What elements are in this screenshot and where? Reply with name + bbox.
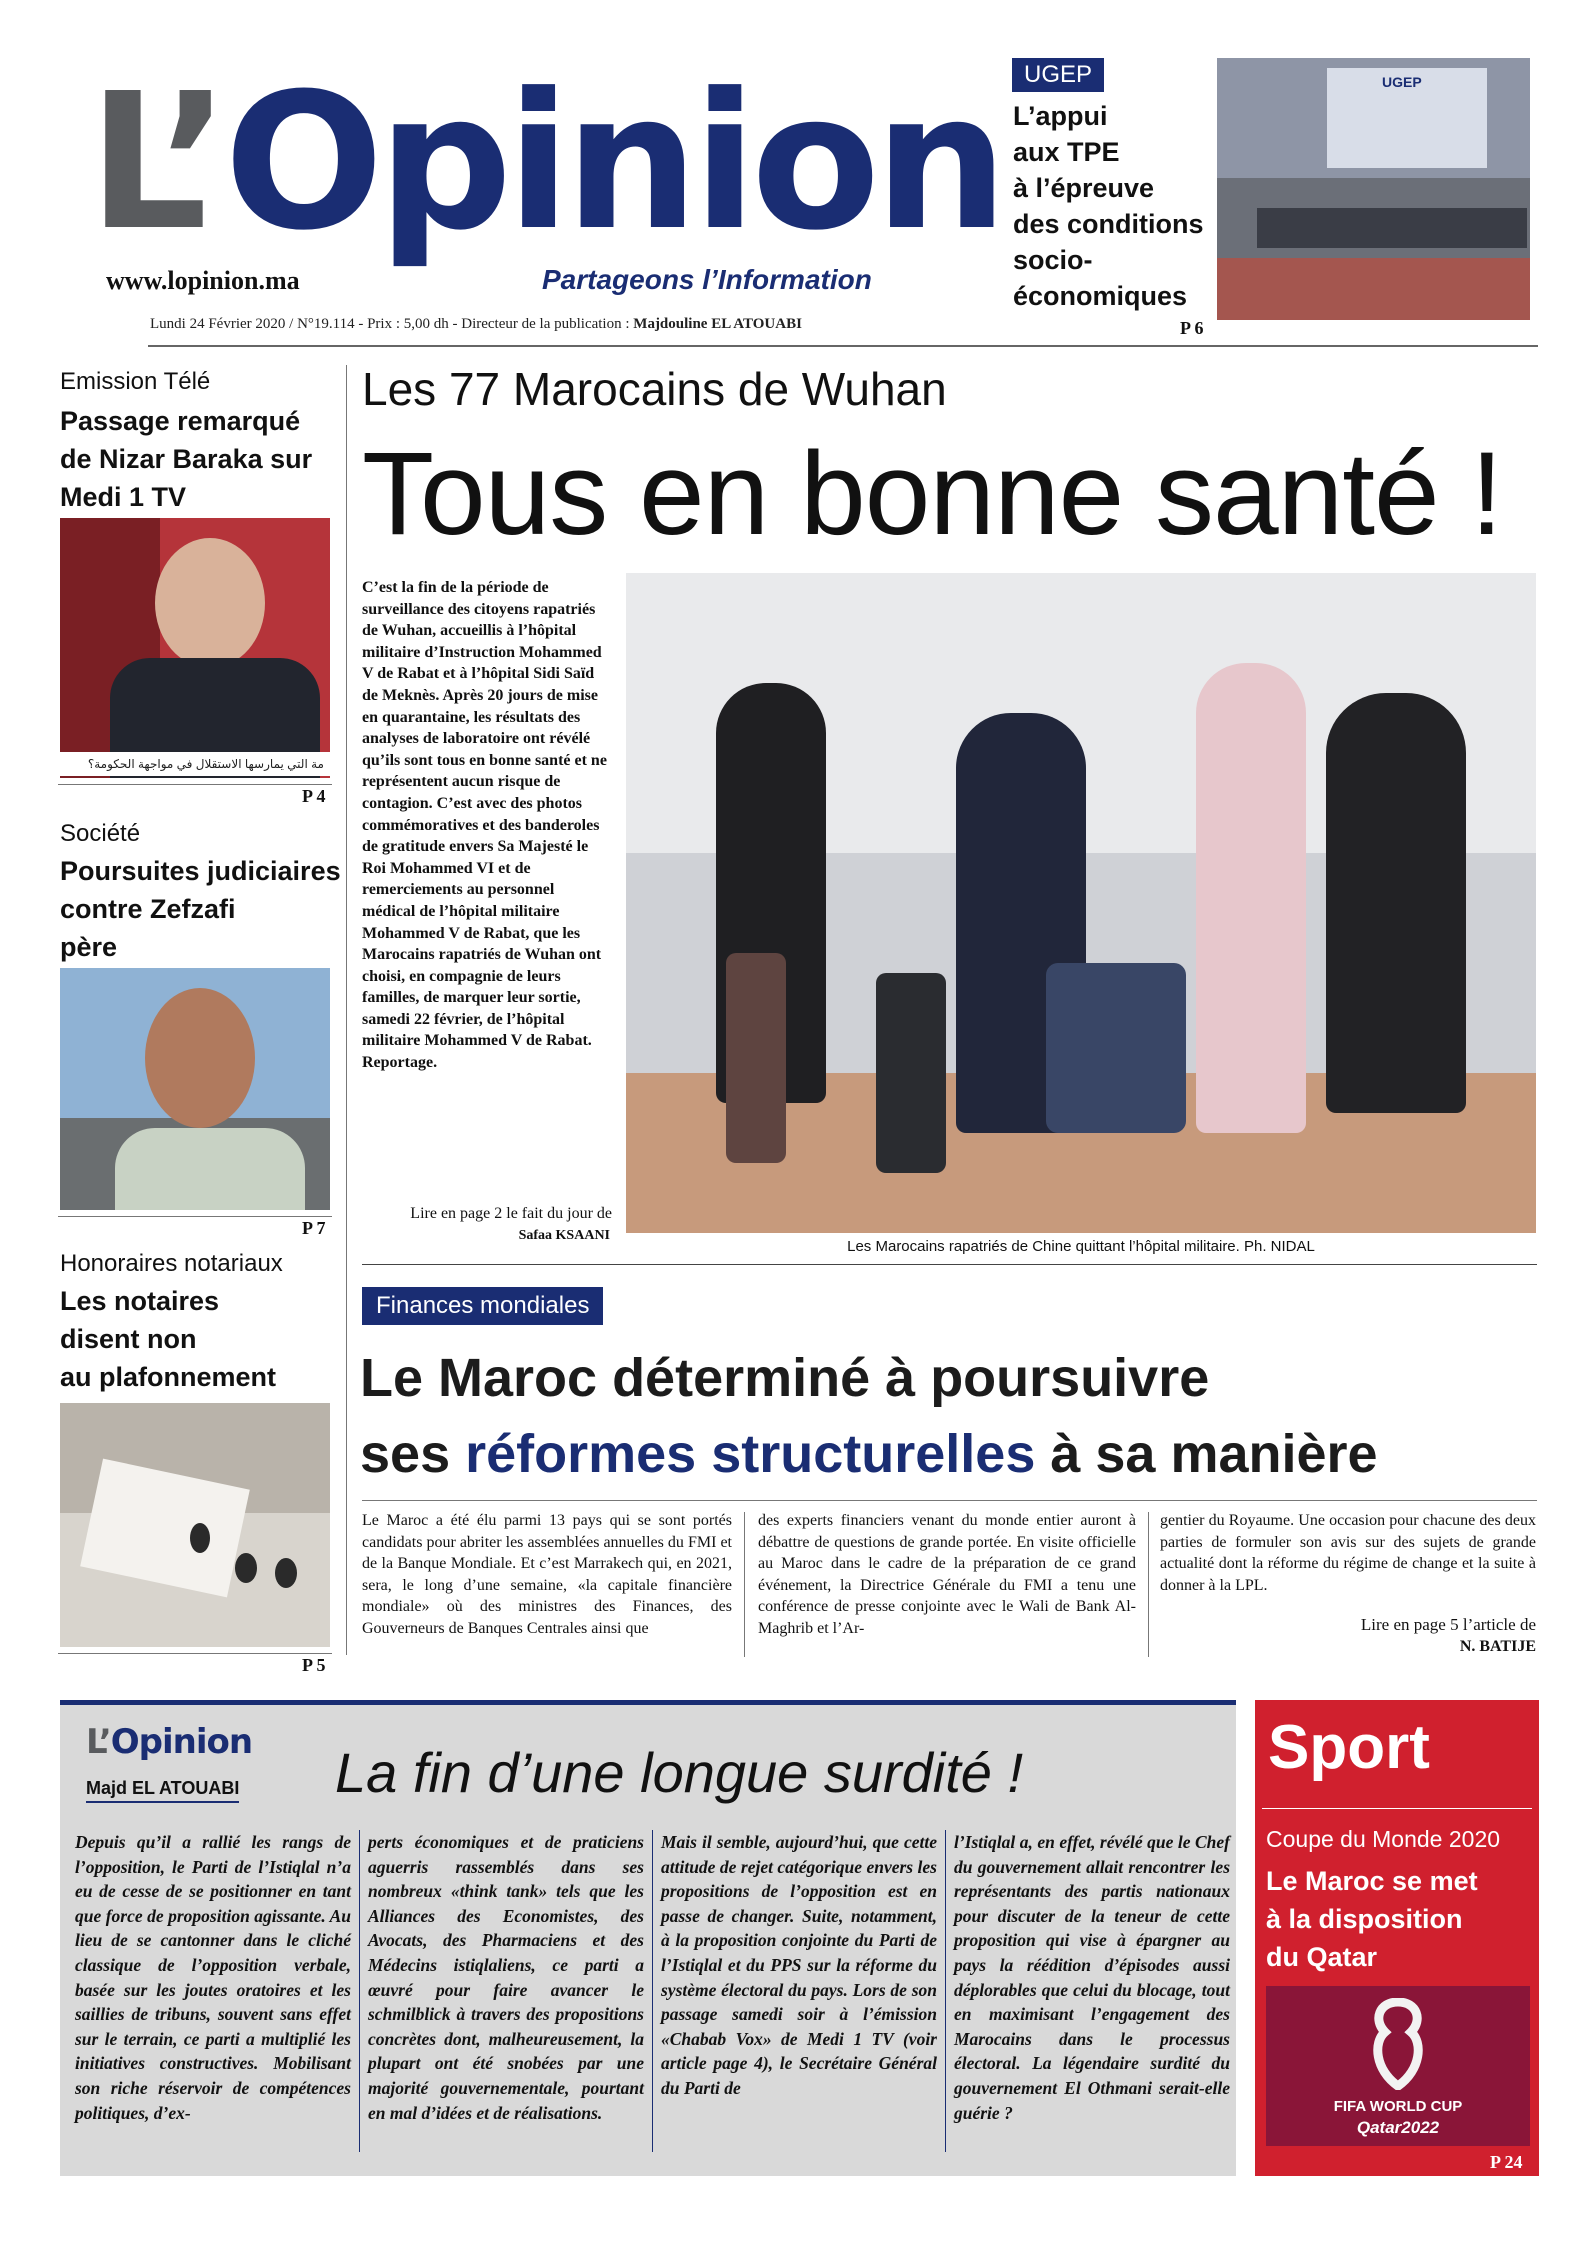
finance-headline-line1: Le Maroc déterminé à poursuivre [360,1348,1210,1408]
ugep-headline-line: aux TPE [1013,137,1120,167]
person-4 [1326,693,1466,1113]
headline-line: Passage remarqué [60,406,301,436]
finance-headline[interactable] [360,1340,1378,1492]
issue-info: Lundi 24 Février 2020 / N°19.114 - Prix : 5,00 dh - Directeur de la publication : [150,316,634,332]
finance-author: N. BATIJE [1459,1638,1536,1655]
editorial-logo [86,1722,252,1762]
headline-line: Poursuites judiciaires [60,856,341,886]
headline-line: contre Zefzafi [60,894,236,924]
masthead-logo [88,53,1003,272]
finance-tag: Finances mondiales [362,1287,603,1325]
editorial-col3: Mais il semble, aujourd’hui, que cette attitude de rejet catégorique envers les propositions de l’opposition est en passe de changer. Suite, notamment, à la proposition conjointe du Parti de l’Istiqlal et du PPS sur la réforme du système électoral du pays. Lors de son passage samedi soir à l’émission «Chabab Vox» de Medi 1 TV (voir article page 4), le Secrétaire Général du Parti de [661,1832,937,2098]
person-3 [1196,663,1306,1133]
left-item3-headline[interactable] [60,1282,345,1396]
ugep-tag: UGEP [1012,58,1104,92]
sport-rule [1262,1808,1532,1809]
editorial-column-rule [652,1830,653,2152]
suitcase-brown [726,953,786,1163]
director-name: Majdouline EL ATOUABI [633,316,802,332]
left-rule [58,784,332,785]
editorial-column-rule [945,1830,946,2152]
stamp-2 [235,1553,257,1583]
red-carpet [1217,258,1530,320]
ugep-headline-line: économiques [1013,281,1188,311]
masthead-rule [148,345,1538,347]
notary-signing-photo [60,1403,330,1647]
headline-line: père [60,932,118,962]
suitcase-navy [1046,963,1186,1133]
lead-body [362,577,610,1074]
column-divider [346,365,347,1655]
logo-name: Opinion [223,53,1003,272]
person-face [145,988,255,1128]
headline-text: à sa manière [1035,1424,1378,1484]
finance-read-more[interactable]: Lire en page 5 l’article de [1360,1615,1536,1634]
lead-read-more[interactable]: Lire en page 2 le fait du jour de [410,1205,612,1222]
sport-headline-line: du Qatar [1266,1942,1378,1972]
lead-photo-caption: Les Marocains rapatriés de Chine quittant l’hôpital militaire. Ph. NIDAL [847,1238,1315,1255]
logo-apostrophe: L’ [86,1722,111,1762]
left-item2-page-ref[interactable]: P 7 [302,1218,326,1238]
suitcase-black [876,973,946,1173]
finance-col1: Le Maroc a été élu parmi 13 pays qui se sont portés candidats pour abriter les assemblées annuelles du FMI et de la Banque Mondiale. Et c’est Marrakech qui, en 2021, sera, le long d’une semaine, «la capitale financière mondiale» où des ministres des Finances, des Gouverneurs de Banques Centrales ainsi que [362,1512,732,1637]
person-head [155,538,265,668]
trophy-emblem-icon [1363,1998,1433,2090]
editorial-col4: l’Istiqlal a, en effet, révélé que le Chef du gouvernement allait rencontrer les représentants des partis nationaux pour discuter de la teneur de cette proposition qui vise à épargner au pays la réédition d’épisodes aussi déplorables que celui du blocage, tout en maximisant l’engagement des Marocains dans le processus électoral. La légendaire surdité du gouvernement El Othmani serait-elle guérie ? [954,1832,1230,2123]
left-item1-headline[interactable] [60,402,345,516]
editorial-col1: Depuis qu’il a rallié les rangs de l’opposition, le Parti de l’Istiqlal n’a eu de cesse de se positionner en tant que force de proposition agissante. Au lieu de se cantonner dans le cliché classique de l’opposition verbale, basée sur les joutes oratoires et les saillies de tribuns, souvent sans effet sur le terrain, ce parti a multiplié les initiatives constructives. Mobilisant son riche réservoir de compétences politiques, d’ex- [75,1832,351,2123]
left-rule [58,1216,332,1217]
left-item2-headline[interactable] [60,852,345,966]
sport-headline[interactable] [1266,1862,1531,1976]
lead-kicker: Les 77 Marocains de Wuhan [362,363,947,415]
left-item3-kicker: Honoraires notariaux [60,1250,283,1277]
ugep-headline-line: L’appui [1013,101,1108,131]
sport-title: Sport [1268,1713,1430,1782]
tagline: Partageons l’Information [542,264,872,295]
ugep-headline-line: à l’épreuve [1013,173,1155,203]
editorial-col2: perts économiques et de praticiens aguerris rassemblés dans ses nombreux «think tank» tels que les Alliances des Economistes, des Avocats, des Pharmaciens et des Médecins istiqlaliens, ce parti a œuvré pour faire avancer le schmilblick à travers des propositions concrètes dont, malheureusement, la plupart ont été snobées par une majorité gouvernementale, pourtant en mal d’idées et de réalisations. [368,1832,644,2123]
lead-bottom-rule [362,1264,1537,1265]
tv-caption: مة التي يمارسها الاستقلال في مواجهة الحكومة؟ [60,752,330,776]
sport-headline-line: à la disposition [1266,1904,1463,1934]
logo-apostrophe: L’ [88,53,224,272]
sport-kicker: Coupe du Monde 2020 [1266,1826,1501,1852]
finance-rule [362,1500,1537,1501]
site-url[interactable]: www.lopinion.ma [106,266,300,295]
lead-body-text: C’est la fin de la période de surveillance des citoyens rapatriés de Wuhan, accueillis à l’hôpital militaire d’Instruction Mohammed V de Rabat et à l’hôpital Sidi Saïd de Meknès. Après 20 jours de mise en quarantaine, les résultats des analyses de laboratoire ont révélé qu’ils sont tous en bonne santé et ne représentent aucun risque de contagion. C’est avec des photos commémoratives et des banderoles de gratitude envers Sa Majesté le Roi Mohammed VI et de remerciements au personnel médical de l’hôpital militaire Mohammed V de Rabat, que les Marocains rapatriés de Wuhan ont choisi, en compagnie de leurs familles, de marquer leur sortie, samedi 22 février, de l’hôpital militaire Mohammed V de Rabat. Reportage. [362,579,607,1072]
ugep-headline-line: socio- [1013,245,1093,275]
headline-line: de Nizar Baraka sur [60,444,313,474]
nizar-baraka-photo [60,518,330,778]
world-cup-host: Qatar2022 [1356,2118,1440,2137]
headline-line: au plafonnement [60,1362,277,1392]
person-shirt [115,1128,305,1210]
editorial-column-rule [359,1830,360,2152]
headline-line: Les notaires [60,1286,220,1316]
finance-col3: gentier du Royaume. Une occasion pour chacune des deux parties de formuler son avis sur des sujets de grande actualité dont la réforme du régime de change et la suite à donner à la LPL. [1160,1512,1536,1594]
stamp-1 [190,1523,210,1553]
left-item1-kicker: Emission Télé [60,368,211,395]
editorial-author: Majd EL ATOUABI [86,1778,239,1803]
headline-line: Medi 1 TV [60,482,187,512]
zefzafi-father-photo [60,968,330,1210]
left-item2-kicker: Société [60,820,141,847]
stamp-3 [275,1558,297,1588]
left-item3-page-ref[interactable]: P 5 [302,1655,326,1675]
world-cup-text: FIFA WORLD CUP [1333,2098,1463,2115]
wuhan-repatriates-photo [626,573,1536,1233]
left-item1-page-ref[interactable]: P 4 [302,786,326,806]
sport-page-ref[interactable]: P 24 [1490,2152,1523,2172]
column-rule [744,1512,745,1657]
headline-line: disent non [60,1324,197,1354]
finance-headline-line2 [360,1416,1378,1492]
ugep-headline[interactable] [1013,98,1228,314]
logo-name: Opinion [110,1722,253,1762]
finance-col2: des experts financiers venant du monde entier auront à débattre de questions de grande portée. En visite officielle au Maroc dans le cadre de la préparation de ce grand événement, la Directrice Générale du FMI a tenu une conférence de presse conjointe avec le Wali de Bank Al-Maghrib et l’Ar- [758,1512,1136,1637]
panel-table [1257,208,1527,248]
sport-headline-line: Le Maroc se met [1266,1866,1478,1896]
headline-text: ses [360,1424,466,1484]
headline-highlight: réformes structurelles [465,1424,1036,1484]
left-rule [58,1653,332,1654]
ugep-headline-line: des conditions [1013,209,1204,239]
editorial-title[interactable]: La fin d’une longue surdité ! [335,1741,1024,1804]
issue-line [150,316,802,333]
column-rule [1148,1512,1149,1657]
lead-author: Safaa KSAANI [518,1228,610,1243]
ugep-conference-photo [1217,58,1530,320]
screen-banner-text: UGEP [1382,74,1422,90]
world-cup-logo [1266,1986,1530,2146]
ugep-page-ref[interactable]: P 6 [1180,318,1204,338]
lead-headline[interactable]: Tous en bonne santé ! [362,428,1503,560]
